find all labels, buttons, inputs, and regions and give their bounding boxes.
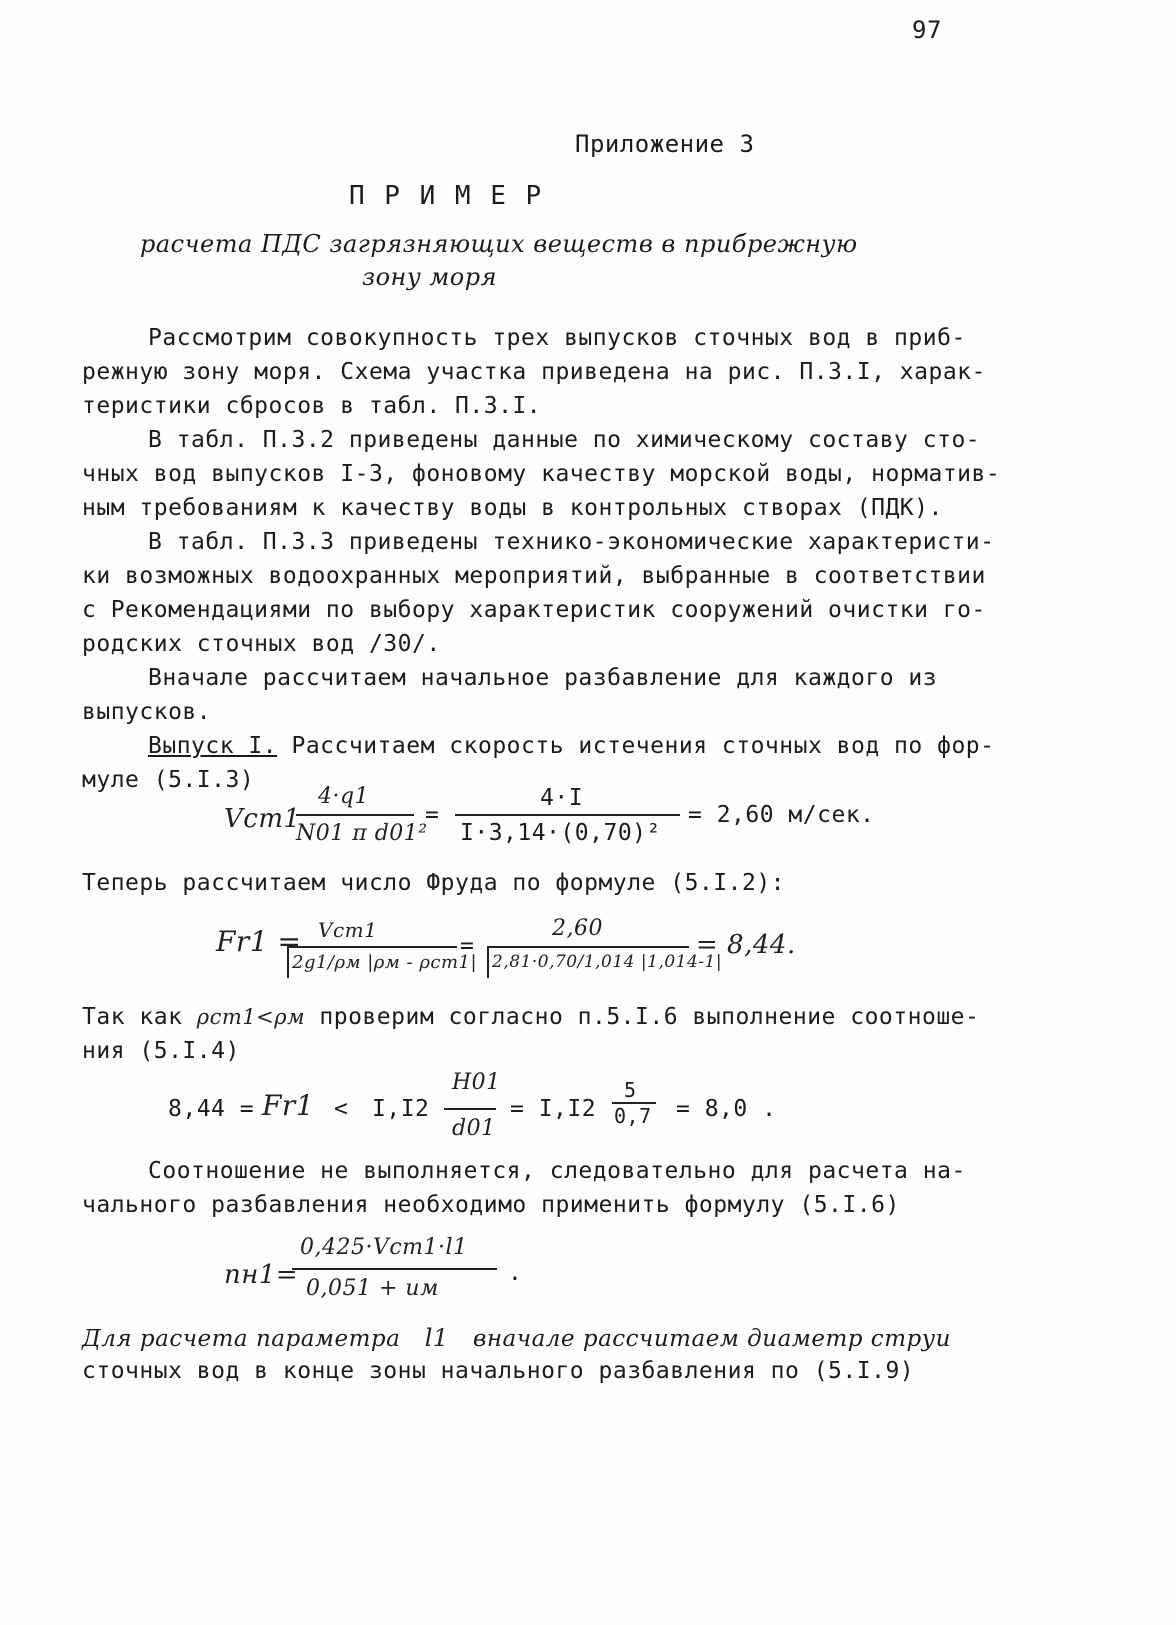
para1-line1: Рассмотрим совокупность трех выпусков сточных вод в приб- [148, 325, 966, 351]
eq1-frac1-bar [296, 814, 414, 816]
eq3-eq: = I,I2 [510, 1096, 597, 1122]
subtitle-line-1: расчета ПДС загрязняющих веществ в прибрежную [140, 230, 858, 258]
eq1-frac2-num: 4·I [540, 785, 584, 811]
document-title: П Р И М Е Р [349, 181, 544, 211]
param-l1: l1 [424, 1324, 449, 1352]
para5-line1 [148, 735, 994, 758]
para6-line1: Соотношение не выполняется, следовательно для расчета на- [148, 1158, 966, 1184]
eq4-bar [292, 1268, 497, 1270]
para7-line2: сточных вод в конце зоны начального разбавления по (5.I.9) [82, 1358, 915, 1384]
eq2-num2: 2,60 [552, 916, 603, 941]
eq2-den1: 2g1/ρм |ρм - ρст1| [292, 952, 478, 973]
eq2-result: = 8,44. [696, 930, 796, 960]
check-line2: ния (5.I.4) [82, 1038, 240, 1064]
eq2-num1: Vст1 [318, 918, 378, 942]
para4-line1: Вначале рассчитаем начальное разбавление для каждого из [148, 665, 938, 691]
eq3-lhs: 8,44 = [168, 1096, 255, 1122]
eq1-frac2-bar [455, 814, 680, 816]
density-condition: ρст1<ρм [196, 1005, 306, 1029]
eq2-eq-sign: = [460, 933, 475, 959]
para1-line3: теристики сбросов в табл. П.3.I. [82, 393, 542, 419]
para3-line4: родских сточных вод /30/. [82, 631, 441, 657]
para3-line2: ки возможных водоохранных мероприятий, выбранные в соответствии [82, 563, 986, 589]
para1-line2: режную зону моря. Схема участка приведена на рис. П.3.I, харак- [82, 359, 986, 385]
para2-line3: ным требованиям к качеству воды в контрольных створах (ПДК). [82, 495, 943, 521]
eq4-tail: . [508, 1260, 523, 1286]
eq2-lhs: Fr1 = [216, 925, 302, 958]
eq3-result: = 8,0 . [676, 1096, 777, 1122]
para3-line3: с Рекомендациями по выбору характеристик сооружений очистки го- [82, 597, 986, 623]
para2-line1: В табл. П.3.2 приведены данные по химическому составу сто- [148, 427, 981, 453]
para3-line1: В табл. П.3.3 приведены технико-экономические характеристи- [148, 529, 995, 555]
eq3-den1: d01 [452, 1116, 496, 1141]
para2-line2: чных вод выпусков I-3, фоновому качеству морской воды, норматив- [82, 461, 1001, 487]
eq1-frac1-num: 4·q1 [318, 784, 370, 809]
para6-line2: чального разбавления необходимо применить формулу (5.I.6) [82, 1192, 900, 1218]
eq1-lhs: Vст1 [224, 804, 301, 834]
subtitle-line-2: зону моря [362, 263, 497, 291]
eq3-num1: H01 [452, 1070, 501, 1095]
para4-line2: выпусков. [82, 699, 212, 725]
eq2-den2: 2,81·0,70/1,014 |1,014-1| [492, 952, 723, 972]
para5-line2: муле (5.I.3) [82, 767, 255, 793]
para7-a: Для расчета параметра [82, 1326, 401, 1352]
eq3-lt: < [334, 1096, 349, 1122]
eq3-bar1 [444, 1108, 496, 1110]
eq4-num: 0,425·Vст1·l1 [300, 1235, 468, 1260]
eq1-frac1-den: N01 π d01² [296, 821, 428, 846]
eq3-num2: 5 [624, 1078, 637, 1102]
outlet-label: Выпуск I. [148, 733, 278, 759]
para7-b: вначале рассчитаем диаметр струи [473, 1326, 951, 1352]
para7-line1 [82, 1326, 951, 1351]
eq4-lhs: nн1= [224, 1260, 299, 1290]
eq1-frac2-den: I·3,14·(0,70)² [460, 820, 661, 846]
eq4-den: 0,051 + uм [306, 1276, 439, 1301]
check-line1 [82, 1006, 979, 1029]
check-line1-a: Так как [82, 1004, 183, 1030]
eq3-fr: Fr1 [262, 1089, 315, 1122]
eq3-den2: 0,7 [614, 1104, 652, 1128]
eq1-eq-sign: = [425, 802, 440, 828]
appendix-label: Приложение 3 [575, 130, 755, 158]
froude-intro: Теперь рассчитаем число Фруда по формуле (5.I.2): [82, 870, 786, 896]
page-number: 97 [912, 16, 942, 44]
eq3-coef1: I,I2 [372, 1096, 430, 1122]
para5-rest: Рассчитаем скорость истечения сточных вод по фор- [277, 733, 995, 759]
eq1-result: = 2,60 м/сек. [688, 802, 875, 828]
check-line1-b: проверим согласно п.5.I.6 выполнение соотноше- [319, 1004, 980, 1030]
